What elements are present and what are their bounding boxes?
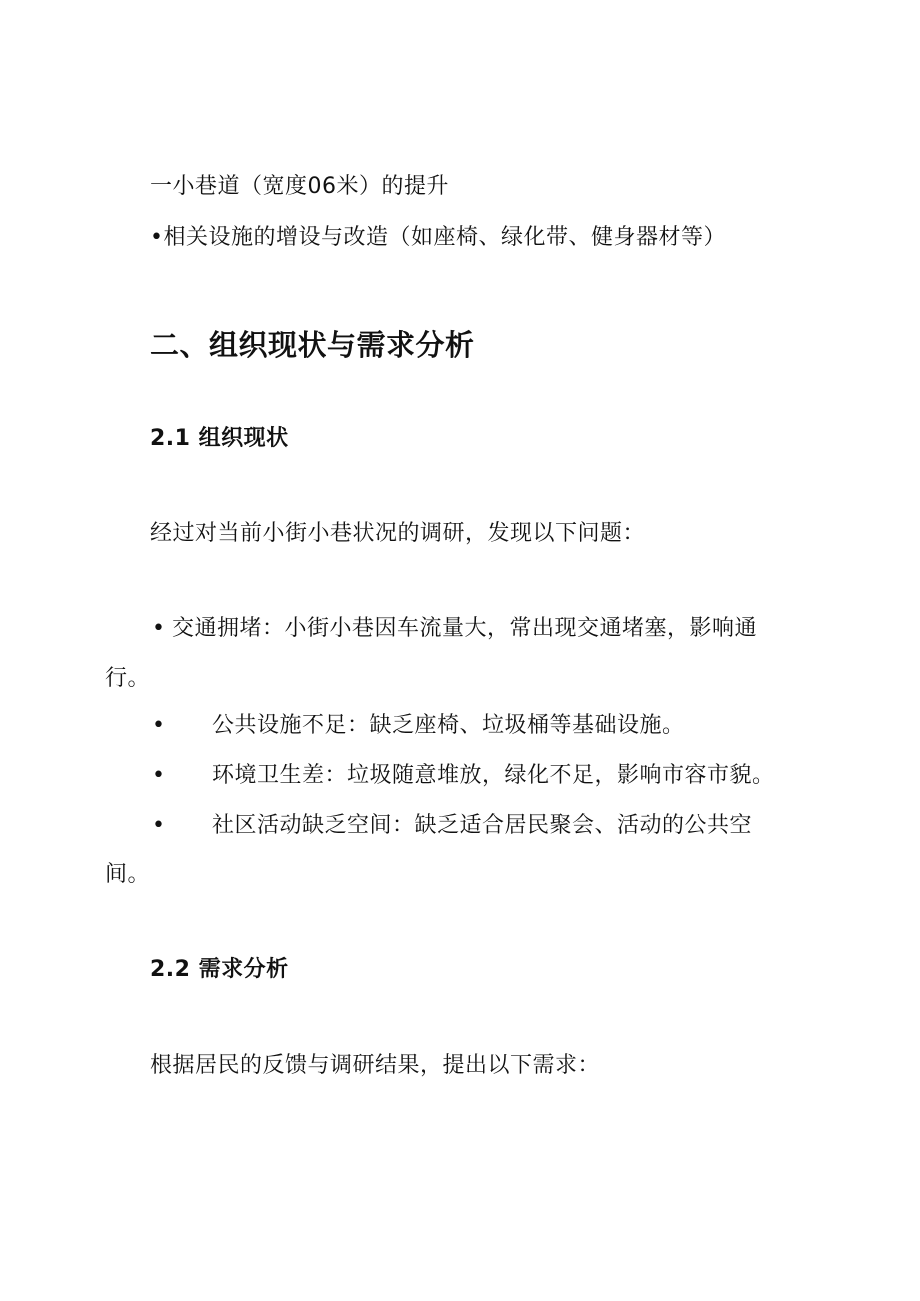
scope-item-lane-upgrade: 一小巷道（宽度06米）的提升 [150, 174, 449, 199]
scope-item-facilities: •相关设施的增设与改造（如座椅、绿化带、健身器材等） [150, 225, 726, 250]
issue-community-space-line2: 间。 [105, 862, 151, 887]
bullet-marker: • [152, 713, 165, 738]
subsection-heading-current-status: 2.1 组织现状 [150, 426, 289, 451]
issue-public-facilities: 公共设施不足：缺乏座椅、垃圾桶等基础设施。 [212, 713, 685, 738]
issue-traffic-line2: 行。 [105, 666, 151, 691]
bullet-marker: • [152, 813, 165, 838]
needs-analysis-intro: 根据居民的反馈与调研结果，提出以下需求： [150, 1053, 601, 1078]
bullet-marker: • [152, 763, 165, 788]
issue-sanitation: 环境卫生差：垃圾随意堆放，绿化不足，影响市容市貌。 [212, 763, 775, 788]
issue-traffic-line1: 交通拥堵：小街小巷因车流量大，常出现交通堵塞，影响通 [172, 616, 758, 641]
section-heading: 二、组织现状与需求分析 [150, 328, 475, 362]
subsection-heading-needs-analysis: 2.2 需求分析 [150, 957, 289, 982]
bullet-marker: • [152, 616, 165, 641]
issue-community-space-line1: 社区活动缺乏空间：缺乏适合居民聚会、活动的公共空 [212, 813, 753, 838]
current-status-intro: 经过对当前小街小巷状况的调研，发现以下问题： [150, 521, 646, 546]
